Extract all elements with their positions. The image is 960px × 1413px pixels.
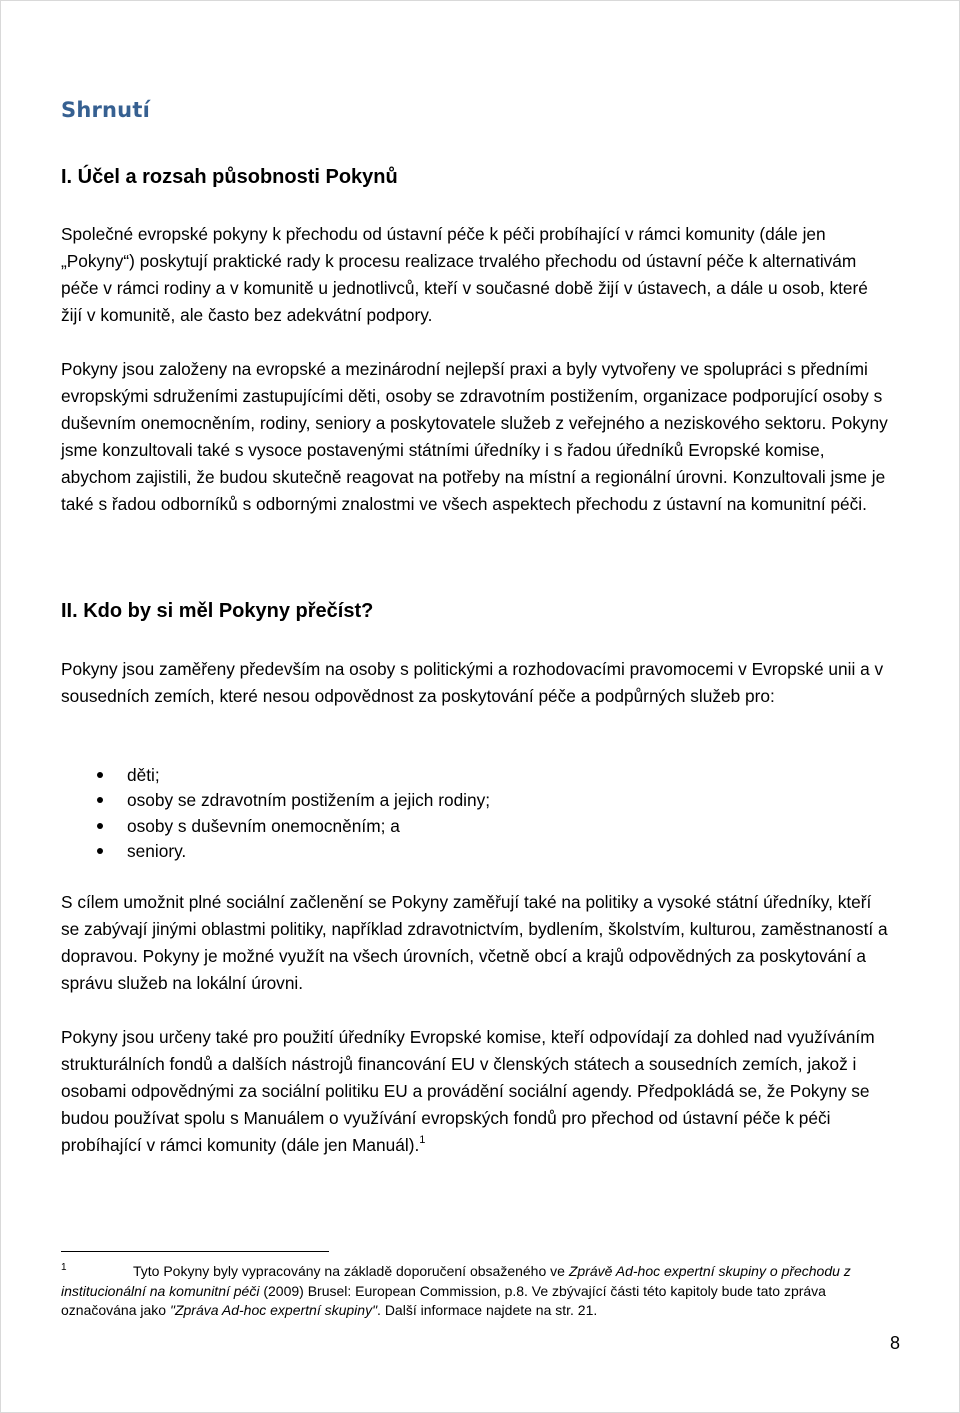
section-heading-1: I. Účel a rozsah působnosti Pokynů: [61, 166, 398, 188]
section-2-paragraph-2: S cílem umožnit plné sociální začlenění se Pokyny zaměřují také na politiky a vysoké státní úředníky, kteří se zabývají jinými oblastmi politiky, například zdravotnictvím, bydlením, školstvím, kulturou, zaměstnaností a dopravou. Pokyny je možné využít na všech úrovních, včetně obcí a krajů odpovědných za poskytování a správu služeb na lokální úrovni.: [61, 892, 888, 993]
list-item: osoby s duševním onemocněním; a: [61, 814, 490, 839]
footnote-divider: [61, 1251, 329, 1252]
bullet-icon: [97, 797, 103, 803]
footnote: 1 Tyto Pokyny byly vypracovány na základě doporučení obsaženého ve Zprávě Ad-hoc expertní skupiny o přechodu z institucionální na komunitní péči (2009) Brusel: European Commission, p.8. Ve zbývající části této kapitoly bude tato zpráva označována jako "Zpráva Ad-hoc expertní skupiny". Další informace najdete na str. 21.: [61, 1262, 851, 1318]
section-1-paragraph-1: Společné evropské pokyny k přechodu od ústavní péče k péči probíhající v rámci komunity (dále jen „Pokyny“) poskytují praktické rady k procesu realizace trvalého přechodu od ústavní péče k alternativám péče v rámci rodiny a v komunitě u jednotlivců, kteří v současné době žijí v ústavech, a dále u osob, které žijí v komunitě, ale často bez adekvátní podpory.: [61, 224, 868, 325]
page-number: 8: [889, 1333, 900, 1353]
section-2-paragraph-3: Pokyny jsou určeny také pro použití úředníky Evropské komise, kteří odpovídají za dohled nad využíváním strukturálních fondů a dalších nástrojů financování EU v členských státech a sousedních zemích, jakož i osobami odpovědnými za sociální politiku EU a provádění sociální agendy. Předpokládá se, že Pokyny se budou používat spolu s Manuálem o využívání evropských fondů pro přechod od ústavní péče k péči probíhající v rámci komunity (dále jen Manuál).$^1$: [61, 1027, 875, 1155]
bullet-icon: [97, 823, 103, 829]
bullet-icon: [97, 848, 103, 854]
section-1-paragraph-2: Pokyny jsou založeny na evropské a mezinárodní nejlepší praxi a byly vytvořeny ve spolupráci s předními evropskými sdruženími zastupujícími děti, osoby se zdravotním postižením, organizace podporující osoby s duševním onemocněním, rodiny, seniory a poskytovatele služeb z veřejného a neziskového sektoru. Pokyny jsme konzultovali také s vysoce postavenými státními úředníky i s řadou úředníků Evropské komise, abychom zajistili, že budou skutečně reagovat na potřeby na místní a regionální úrovni. Konzultovali jsme je také s řadou odborníků s odbornými znalostmi ve všech aspektech přechodu z ústavní na komunitní péči.: [61, 359, 888, 514]
section-2-intro: Pokyny jsou zaměřeny především na osoby s politickými a rozhodovacími pravomocemi v Evropské unii a v sousedních zemích, které nesou odpovědnost za poskytování péče a podpůrných služeb pro:: [61, 659, 884, 706]
bullet-icon: [97, 772, 103, 778]
section-heading-2: II. Kdo by si měl Pokyny přečíst?: [61, 600, 374, 622]
list-item: osoby se zdravotním postižením a jejich rodiny;: [61, 788, 490, 813]
target-groups-list: [61, 763, 490, 864]
summary-title: Shrnutí: [61, 98, 150, 122]
list-item: děti;: [61, 763, 490, 788]
footnote-reference[interactable]: 1: [419, 1134, 426, 1146]
list-item: seniory.: [61, 839, 490, 864]
